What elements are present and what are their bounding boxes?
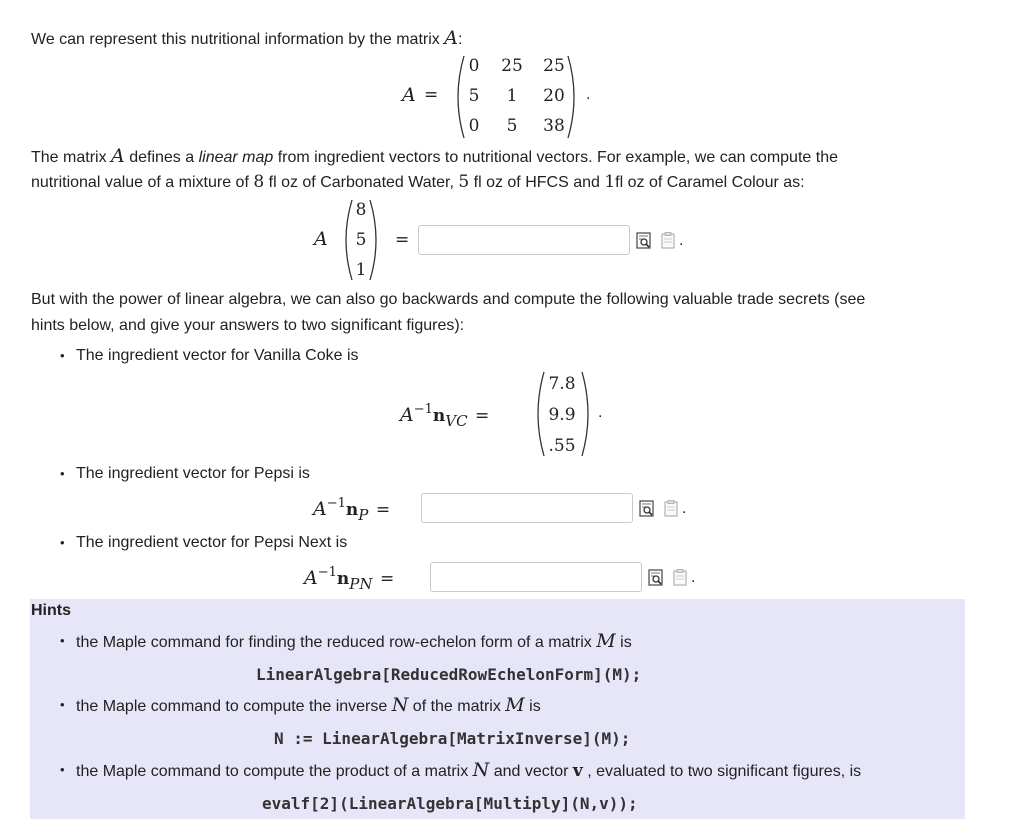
product-period: . (679, 232, 684, 249)
preview-icon[interactable] (639, 500, 655, 517)
matrix-a-period: . (586, 86, 591, 103)
pepsi-lhs: $A^{-1}nP$ = (313, 496, 391, 524)
linear-map-line1: The matrix A defines a linear map from ingredient vectors to nutritional vectors. For example, we can compute the (31, 145, 838, 167)
hint-item: • the Maple command for finding the reduced row-echelon form of a matrix M is (62, 630, 632, 654)
vector-cell: 8 (355, 200, 367, 220)
product-equals: = (395, 230, 410, 250)
vector-cell: 9.9 (548, 405, 576, 425)
matrix-cell: 25 (543, 56, 565, 76)
nutrition-answer-input[interactable] (418, 225, 630, 255)
hints-title: Hints (31, 602, 71, 619)
hints-panel (30, 599, 965, 819)
pepsi-next-lhs: $A^{-1}nPN$ = (304, 565, 395, 593)
linear-map-line2: nutritional value of a mixture of 8 fl oz of Carbonated Water, 5 fl oz of HFCS and 1fl oz of Caramel Colour as: (31, 172, 805, 192)
pepsi-next-answer-input[interactable] (430, 562, 642, 592)
hint-code: evalf[2](LinearAlgebra[Multiply](N,v)); (262, 794, 638, 813)
matrix-cell: 20 (543, 86, 565, 106)
vanilla-vector (530, 370, 596, 458)
product-a-label: A (314, 228, 328, 250)
vector-cell: 7.8 (548, 374, 576, 394)
matrix-cell: 1 (506, 86, 518, 106)
pepsi-answer-input[interactable] (421, 493, 633, 523)
hint-code: LinearAlgebra[ReducedRowEchelonForm](M); (256, 665, 642, 684)
right-paren-icon (580, 370, 596, 458)
matrix-cell: 0 (468, 56, 480, 76)
paste-icon[interactable] (672, 569, 688, 586)
matrix-a (450, 54, 582, 140)
matrix-a-label: A (402, 84, 416, 106)
paste-icon[interactable] (660, 232, 676, 249)
preview-icon[interactable] (636, 232, 652, 249)
intro-text: We can represent this nutritional information by the matrix A: (31, 27, 463, 49)
matrix-a-equals: = (424, 85, 439, 105)
hint-item: • the Maple command to compute the inverse N of the matrix M is (62, 694, 541, 718)
ingredient-vector (338, 198, 384, 282)
hint-code: N := LinearAlgebra[MatrixInverse](M); (274, 729, 631, 748)
matrix-cell: 38 (543, 116, 565, 136)
preview-icon[interactable] (648, 569, 664, 586)
pepsi-next-period: . (691, 569, 696, 586)
bullet-vanilla: • The ingredient vector for Vanilla Coke is (62, 345, 359, 367)
backwards-line1: But with the power of linear algebra, we can also go backwards and compute the following valuable trade secrets (see (31, 291, 866, 308)
matrix-symbol: A (444, 27, 458, 49)
vector-cell: 5 (355, 230, 367, 250)
bullet-pepsi: • The ingredient vector for Pepsi is (62, 463, 310, 485)
vector-cell: .55 (548, 436, 576, 456)
paste-icon[interactable] (663, 500, 679, 517)
backwards-line2: hints below, and give your answers to two significant figures): (31, 317, 465, 334)
matrix-cell: 0 (468, 116, 480, 136)
bullet-pepsi-next: • The ingredient vector for Pepsi Next is (62, 532, 347, 554)
vanilla-period: . (598, 404, 603, 421)
vector-cell: 1 (355, 260, 367, 280)
matrix-cell: 5 (506, 116, 518, 136)
matrix-cell: 5 (468, 86, 480, 106)
pepsi-period: . (682, 500, 687, 517)
vanilla-lhs: $A^{-1}nVC$ = (400, 402, 490, 430)
matrix-cell: 25 (501, 56, 523, 76)
hint-item: • the Maple command to compute the product of a matrix N and vector v , evaluated to two significant figures, is (62, 759, 861, 783)
